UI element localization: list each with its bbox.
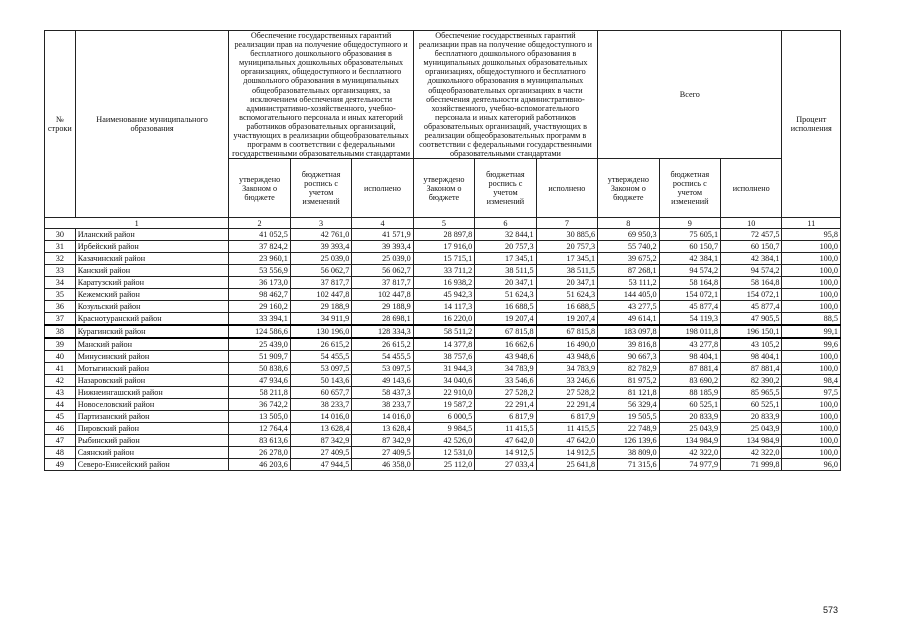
header-executed: исполнено: [536, 159, 597, 218]
cell-approved-2: 22 910,0: [413, 387, 474, 399]
cell-executed-total: 25 043,9: [721, 423, 782, 435]
cell-municipality-name: Канский район: [75, 265, 229, 277]
cell-row-number: 30: [45, 229, 76, 241]
cell-municipality-name: Нижнеингашский район: [75, 387, 229, 399]
cell-approved-1: 58 211,8: [229, 387, 290, 399]
table-row: [45, 399, 841, 411]
cell-executed-total: 85 965,5: [721, 387, 782, 399]
cell-executed-total: 196 150,1: [721, 325, 782, 338]
cell-budget-1: 38 233,7: [290, 399, 351, 411]
cell-municipality-name: Иланский район: [75, 229, 229, 241]
cell-approved-2: 17 916,0: [413, 241, 474, 253]
cell-municipality-name: Рыбинский район: [75, 435, 229, 447]
cell-executed-2: 20 347,1: [536, 277, 597, 289]
cell-budget-total: 94 574,2: [659, 265, 720, 277]
cell-budget-total: 98 404,1: [659, 351, 720, 363]
cell-executed-total: 42 384,1: [721, 253, 782, 265]
cell-municipality-name: Каратузский район: [75, 277, 229, 289]
cell-approved-1: 29 160,2: [229, 301, 290, 313]
cell-budget-total: 42 322,0: [659, 447, 720, 459]
cell-executed-1: 102 447,8: [352, 289, 413, 301]
column-number: 6: [475, 218, 536, 229]
cell-approved-2: 33 711,2: [413, 265, 474, 277]
cell-row-number: 32: [45, 253, 76, 265]
cell-approved-1: 13 505,0: [229, 411, 290, 423]
cell-budget-total: 45 877,4: [659, 301, 720, 313]
cell-executed-1: 41 571,9: [352, 229, 413, 241]
cell-budget-total: 43 277,8: [659, 338, 720, 351]
cell-executed-2: 67 815,8: [536, 325, 597, 338]
cell-percent-executed: 100,0: [782, 289, 841, 301]
cell-approved-2: 31 944,3: [413, 363, 474, 375]
cell-budget-total: 60 525,1: [659, 399, 720, 411]
cell-approved-1: 51 909,7: [229, 351, 290, 363]
cell-approved-total: 56 329,4: [598, 399, 659, 411]
cell-approved-1: 23 960,1: [229, 253, 290, 265]
cell-approved-2: 58 511,2: [413, 325, 474, 338]
cell-percent-executed: 100,0: [782, 253, 841, 265]
cell-municipality-name: Партизанский район: [75, 411, 229, 423]
cell-municipality-name: Мотыгинский район: [75, 363, 229, 375]
table-row: [45, 241, 841, 253]
cell-budget-total: 134 984,9: [659, 435, 720, 447]
cell-approved-2: 38 757,6: [413, 351, 474, 363]
cell-executed-1: 128 334,3: [352, 325, 413, 338]
cell-executed-2: 27 528,2: [536, 387, 597, 399]
cell-approved-2: 45 942,3: [413, 289, 474, 301]
cell-percent-executed: 96,0: [782, 459, 841, 471]
column-number: 8: [598, 218, 659, 229]
cell-executed-2: 47 642,0: [536, 435, 597, 447]
cell-municipality-name: Саянский район: [75, 447, 229, 459]
header-group-guarantees-main: Обеспечение государственных гарантий реализации прав на получение общедоступного и бесплатного дошкольного образования в муниципальных дошкольных образовательных организациях, общедоступного и бесплатного дошкольного образования в муниципальных общеобразовательных организациях, за исключением обеспечения деятельности административно-хозяйственного, учебно-вспомогательного персонала и иных категорий работников образовательных организаций, участвующих в реализации общеобразовательных программ в соответствии с федеральными государственными образовательными стандартами: [229, 31, 413, 159]
cell-row-number: 31: [45, 241, 76, 253]
cell-percent-executed: 100,0: [782, 399, 841, 411]
cell-approved-2: 19 587,2: [413, 399, 474, 411]
cell-approved-total: 144 405,0: [598, 289, 659, 301]
cell-approved-2: 12 531,0: [413, 447, 474, 459]
cell-executed-2: 14 912,5: [536, 447, 597, 459]
cell-executed-1: 49 143,6: [352, 375, 413, 387]
cell-budget-2: 11 415,5: [475, 423, 536, 435]
header-row-number: № строки: [45, 31, 76, 218]
cell-approved-total: 53 111,2: [598, 277, 659, 289]
cell-row-number: 38: [45, 325, 76, 338]
cell-approved-total: 55 740,2: [598, 241, 659, 253]
cell-executed-2: 17 345,1: [536, 253, 597, 265]
cell-budget-total: 25 043,9: [659, 423, 720, 435]
page-number: 573: [823, 605, 839, 615]
cell-executed-1: 87 342,9: [352, 435, 413, 447]
cell-municipality-name: Новоселовский район: [75, 399, 229, 411]
cell-executed-1: 58 437,3: [352, 387, 413, 399]
cell-budget-1: 42 761,0: [290, 229, 351, 241]
cell-budget-2: 43 948,6: [475, 351, 536, 363]
cell-percent-executed: 95,8: [782, 229, 841, 241]
cell-municipality-name: Минусинский район: [75, 351, 229, 363]
cell-approved-total: 82 782,9: [598, 363, 659, 375]
cell-budget-total: 83 690,2: [659, 375, 720, 387]
table-row: [45, 423, 841, 435]
cell-executed-1: 28 698,1: [352, 313, 413, 326]
cell-approved-2: 6 000,5: [413, 411, 474, 423]
cell-executed-total: 87 881,4: [721, 363, 782, 375]
cell-approved-1: 25 439,0: [229, 338, 290, 351]
header-percent-executed: Процент исполнения: [782, 31, 841, 218]
cell-percent-executed: 98,4: [782, 375, 841, 387]
cell-executed-2: 34 783,9: [536, 363, 597, 375]
cell-row-number: 44: [45, 399, 76, 411]
cell-row-number: 43: [45, 387, 76, 399]
cell-budget-2: 20 757,3: [475, 241, 536, 253]
cell-row-number: 33: [45, 265, 76, 277]
cell-budget-1: 102 447,8: [290, 289, 351, 301]
cell-budget-1: 26 615,2: [290, 338, 351, 351]
cell-approved-total: 81 121,8: [598, 387, 659, 399]
cell-budget-1: 39 393,4: [290, 241, 351, 253]
cell-budget-2: 27 528,2: [475, 387, 536, 399]
cell-percent-executed: 97,5: [782, 387, 841, 399]
cell-approved-total: 87 268,1: [598, 265, 659, 277]
column-number: 4: [352, 218, 413, 229]
cell-row-number: 40: [45, 351, 76, 363]
cell-municipality-name: Кежемский район: [75, 289, 229, 301]
cell-budget-2: 19 207,4: [475, 313, 536, 326]
cell-row-number: 47: [45, 435, 76, 447]
cell-budget-1: 54 455,5: [290, 351, 351, 363]
table-body: [45, 229, 841, 471]
table-row: [45, 375, 841, 387]
column-number: 5: [413, 218, 474, 229]
table-row: [45, 435, 841, 447]
cell-budget-total: 75 605,1: [659, 229, 720, 241]
cell-executed-1: 37 817,7: [352, 277, 413, 289]
column-number: 11: [782, 218, 841, 229]
cell-budget-1: 13 628,4: [290, 423, 351, 435]
cell-row-number: 45: [45, 411, 76, 423]
cell-percent-executed: 99,1: [782, 325, 841, 338]
cell-percent-executed: 100,0: [782, 301, 841, 313]
cell-approved-1: 50 838,6: [229, 363, 290, 375]
table-row: [45, 289, 841, 301]
cell-approved-total: 69 950,3: [598, 229, 659, 241]
cell-approved-2: 28 897,8: [413, 229, 474, 241]
cell-row-number: 41: [45, 363, 76, 375]
cell-executed-1: 14 016,0: [352, 411, 413, 423]
cell-executed-2: 19 207,4: [536, 313, 597, 326]
cell-budget-1: 87 342,9: [290, 435, 351, 447]
cell-approved-total: 22 748,9: [598, 423, 659, 435]
cell-budget-1: 60 657,7: [290, 387, 351, 399]
cell-approved-total: 43 277,5: [598, 301, 659, 313]
cell-executed-2: 30 885,6: [536, 229, 597, 241]
cell-row-number: 37: [45, 313, 76, 326]
column-number-row: [45, 218, 841, 229]
cell-percent-executed: 100,0: [782, 277, 841, 289]
cell-budget-total: 74 977,9: [659, 459, 720, 471]
cell-municipality-name: Казачинский район: [75, 253, 229, 265]
cell-budget-1: 29 188,9: [290, 301, 351, 313]
table-row: [45, 411, 841, 423]
cell-executed-1: 46 358,0: [352, 459, 413, 471]
cell-municipality-name: Назаровский район: [75, 375, 229, 387]
cell-percent-executed: 100,0: [782, 423, 841, 435]
cell-budget-2: 17 345,1: [475, 253, 536, 265]
cell-percent-executed: 88,5: [782, 313, 841, 326]
cell-approved-total: 49 614,1: [598, 313, 659, 326]
cell-approved-total: 183 097,8: [598, 325, 659, 338]
cell-approved-1: 124 586,6: [229, 325, 290, 338]
cell-executed-total: 45 877,4: [721, 301, 782, 313]
cell-approved-1: 26 278,0: [229, 447, 290, 459]
cell-approved-1: 36 173,0: [229, 277, 290, 289]
cell-approved-total: 71 315,6: [598, 459, 659, 471]
cell-executed-1: 56 062,7: [352, 265, 413, 277]
cell-budget-1: 34 911,9: [290, 313, 351, 326]
table-row: [45, 229, 841, 241]
cell-approved-total: 19 505,5: [598, 411, 659, 423]
cell-municipality-name: Козульский район: [75, 301, 229, 313]
column-number: 1: [45, 218, 229, 229]
cell-percent-executed: 100,0: [782, 411, 841, 423]
cell-executed-total: 47 905,5: [721, 313, 782, 326]
cell-budget-2: 51 624,3: [475, 289, 536, 301]
cell-budget-total: 54 119,3: [659, 313, 720, 326]
table-row: [45, 459, 841, 471]
header-approved: утверждено Законом о бюджете: [229, 159, 290, 218]
cell-municipality-name: Манский район: [75, 338, 229, 351]
cell-executed-2: 6 817,9: [536, 411, 597, 423]
cell-budget-2: 27 033,4: [475, 459, 536, 471]
cell-approved-1: 37 824,2: [229, 241, 290, 253]
table-row: [45, 338, 841, 351]
cell-executed-2: 22 291,4: [536, 399, 597, 411]
cell-row-number: 36: [45, 301, 76, 313]
cell-executed-total: 60 525,1: [721, 399, 782, 411]
cell-row-number: 48: [45, 447, 76, 459]
cell-budget-total: 88 185,9: [659, 387, 720, 399]
table-row: [45, 265, 841, 277]
cell-approved-total: 38 809,0: [598, 447, 659, 459]
cell-budget-total: 58 164,8: [659, 277, 720, 289]
table-row: [45, 277, 841, 289]
cell-budget-1: 50 143,6: [290, 375, 351, 387]
column-number: 3: [290, 218, 351, 229]
cell-approved-1: 53 556,9: [229, 265, 290, 277]
cell-executed-2: 33 246,6: [536, 375, 597, 387]
cell-row-number: 49: [45, 459, 76, 471]
cell-approved-total: 81 975,2: [598, 375, 659, 387]
cell-approved-2: 16 220,0: [413, 313, 474, 326]
header-budget-schedule: бюджетная роспись с учетом изменений: [290, 159, 351, 218]
cell-executed-1: 27 409,5: [352, 447, 413, 459]
cell-budget-2: 32 844,1: [475, 229, 536, 241]
cell-approved-total: 90 667,3: [598, 351, 659, 363]
cell-approved-2: 15 715,1: [413, 253, 474, 265]
cell-executed-2: 16 490,0: [536, 338, 597, 351]
cell-percent-executed: 100,0: [782, 435, 841, 447]
cell-executed-total: 82 390,2: [721, 375, 782, 387]
cell-budget-total: 198 011,8: [659, 325, 720, 338]
column-number: 7: [536, 218, 597, 229]
cell-executed-2: 43 948,6: [536, 351, 597, 363]
cell-budget-2: 34 783,9: [475, 363, 536, 375]
cell-budget-2: 14 912,5: [475, 447, 536, 459]
cell-executed-1: 25 039,0: [352, 253, 413, 265]
cell-executed-total: 60 150,7: [721, 241, 782, 253]
cell-approved-2: 14 117,3: [413, 301, 474, 313]
cell-percent-executed: 100,0: [782, 447, 841, 459]
table-row: [45, 387, 841, 399]
cell-budget-2: 67 815,8: [475, 325, 536, 338]
cell-approved-1: 41 052,5: [229, 229, 290, 241]
cell-percent-executed: 100,0: [782, 351, 841, 363]
cell-executed-1: 13 628,4: [352, 423, 413, 435]
table-row: [45, 253, 841, 265]
cell-municipality-name: Пировский район: [75, 423, 229, 435]
cell-approved-total: 126 139,6: [598, 435, 659, 447]
cell-budget-total: 42 384,1: [659, 253, 720, 265]
cell-executed-1: 38 233,7: [352, 399, 413, 411]
cell-row-number: 42: [45, 375, 76, 387]
column-number: 10: [721, 218, 782, 229]
header-executed: исполнено: [352, 159, 413, 218]
cell-executed-total: 72 457,5: [721, 229, 782, 241]
cell-approved-1: 47 934,6: [229, 375, 290, 387]
cell-budget-1: 37 817,7: [290, 277, 351, 289]
cell-executed-2: 51 624,3: [536, 289, 597, 301]
cell-budget-2: 20 347,1: [475, 277, 536, 289]
header-group-guarantees-support-staff: Обеспечение государственных гарантий реализации прав на получение общедоступного и бесплатного дошкольного образования в муниципальных дошкольных образовательных организациях, общедоступного и бесплатного дошкольного образования в муниципальных общеобразовательных организациях в части обеспечения деятельности административно-хозяйственного, учебно-вспомогательного персонала и иных категорий работников образовательных организаций, участвующих в реализации общеобразовательных программ в соответствии с федеральными государственными образовательными стандартами: [413, 31, 597, 159]
header-executed: исполнено: [721, 159, 782, 218]
cell-executed-2: 16 688,5: [536, 301, 597, 313]
cell-row-number: 39: [45, 338, 76, 351]
cell-approved-total: 39 675,2: [598, 253, 659, 265]
cell-budget-2: 38 511,5: [475, 265, 536, 277]
budget-table: [44, 30, 841, 471]
cell-approved-1: 98 462,7: [229, 289, 290, 301]
cell-executed-total: 98 404,1: [721, 351, 782, 363]
cell-executed-total: 43 105,2: [721, 338, 782, 351]
cell-budget-total: 20 833,9: [659, 411, 720, 423]
table-row: [45, 325, 841, 338]
cell-executed-2: 20 757,3: [536, 241, 597, 253]
cell-percent-executed: 100,0: [782, 241, 841, 253]
cell-budget-1: 56 062,7: [290, 265, 351, 277]
cell-budget-2: 22 291,4: [475, 399, 536, 411]
cell-percent-executed: 99,6: [782, 338, 841, 351]
cell-approved-total: 39 816,8: [598, 338, 659, 351]
cell-approved-2: 34 040,6: [413, 375, 474, 387]
cell-approved-1: 12 764,4: [229, 423, 290, 435]
header-municipality-name: Наименование муниципального образования: [75, 31, 229, 218]
cell-budget-2: 16 688,5: [475, 301, 536, 313]
cell-row-number: 34: [45, 277, 76, 289]
header-budget-schedule: бюджетная роспись с учетом изменений: [475, 159, 536, 218]
cell-executed-total: 134 984,9: [721, 435, 782, 447]
cell-approved-2: 14 377,8: [413, 338, 474, 351]
column-number: 9: [659, 218, 720, 229]
cell-executed-total: 58 164,8: [721, 277, 782, 289]
cell-budget-1: 53 097,5: [290, 363, 351, 375]
cell-executed-1: 39 393,4: [352, 241, 413, 253]
cell-budget-2: 16 662,6: [475, 338, 536, 351]
table-row: [45, 313, 841, 326]
header-approved: утверждено Законом о бюджете: [598, 159, 659, 218]
cell-budget-total: 154 072,1: [659, 289, 720, 301]
cell-executed-2: 11 415,5: [536, 423, 597, 435]
cell-budget-1: 25 039,0: [290, 253, 351, 265]
table-row: [45, 447, 841, 459]
cell-budget-total: 87 881,4: [659, 363, 720, 375]
cell-executed-2: 25 641,8: [536, 459, 597, 471]
cell-municipality-name: Курагинский район: [75, 325, 229, 338]
cell-executed-1: 29 188,9: [352, 301, 413, 313]
cell-municipality-name: Краснотуранский район: [75, 313, 229, 326]
cell-percent-executed: 100,0: [782, 363, 841, 375]
cell-executed-total: 71 999,8: [721, 459, 782, 471]
table-row: [45, 351, 841, 363]
cell-budget-2: 6 817,9: [475, 411, 536, 423]
cell-budget-1: 47 944,5: [290, 459, 351, 471]
cell-budget-1: 14 016,0: [290, 411, 351, 423]
cell-executed-total: 154 072,1: [721, 289, 782, 301]
cell-approved-1: 46 203,6: [229, 459, 290, 471]
cell-budget-1: 27 409,5: [290, 447, 351, 459]
cell-executed-2: 38 511,5: [536, 265, 597, 277]
cell-budget-1: 130 196,0: [290, 325, 351, 338]
cell-executed-1: 53 097,5: [352, 363, 413, 375]
cell-approved-2: 42 526,0: [413, 435, 474, 447]
cell-budget-total: 60 150,7: [659, 241, 720, 253]
header-approved: утверждено Законом о бюджете: [413, 159, 474, 218]
table-row: [45, 363, 841, 375]
column-number: 2: [229, 218, 290, 229]
cell-executed-1: 54 455,5: [352, 351, 413, 363]
cell-budget-2: 33 546,6: [475, 375, 536, 387]
cell-executed-total: 42 322,0: [721, 447, 782, 459]
cell-approved-1: 36 742,2: [229, 399, 290, 411]
cell-approved-2: 16 938,2: [413, 277, 474, 289]
cell-percent-executed: 100,0: [782, 265, 841, 277]
cell-approved-2: 9 984,5: [413, 423, 474, 435]
cell-budget-2: 47 642,0: [475, 435, 536, 447]
cell-executed-1: 26 615,2: [352, 338, 413, 351]
cell-executed-total: 20 833,9: [721, 411, 782, 423]
table-row: [45, 301, 841, 313]
cell-municipality-name: Северо-Енисейский район: [75, 459, 229, 471]
header-group-total: Всего: [598, 31, 782, 159]
cell-approved-1: 83 613,6: [229, 435, 290, 447]
cell-approved-2: 25 112,0: [413, 459, 474, 471]
cell-executed-total: 94 574,2: [721, 265, 782, 277]
cell-row-number: 35: [45, 289, 76, 301]
cell-municipality-name: Ирбейский район: [75, 241, 229, 253]
cell-row-number: 46: [45, 423, 76, 435]
cell-approved-1: 33 394,1: [229, 313, 290, 326]
header-budget-schedule: бюджетная роспись с учетом изменений: [659, 159, 720, 218]
